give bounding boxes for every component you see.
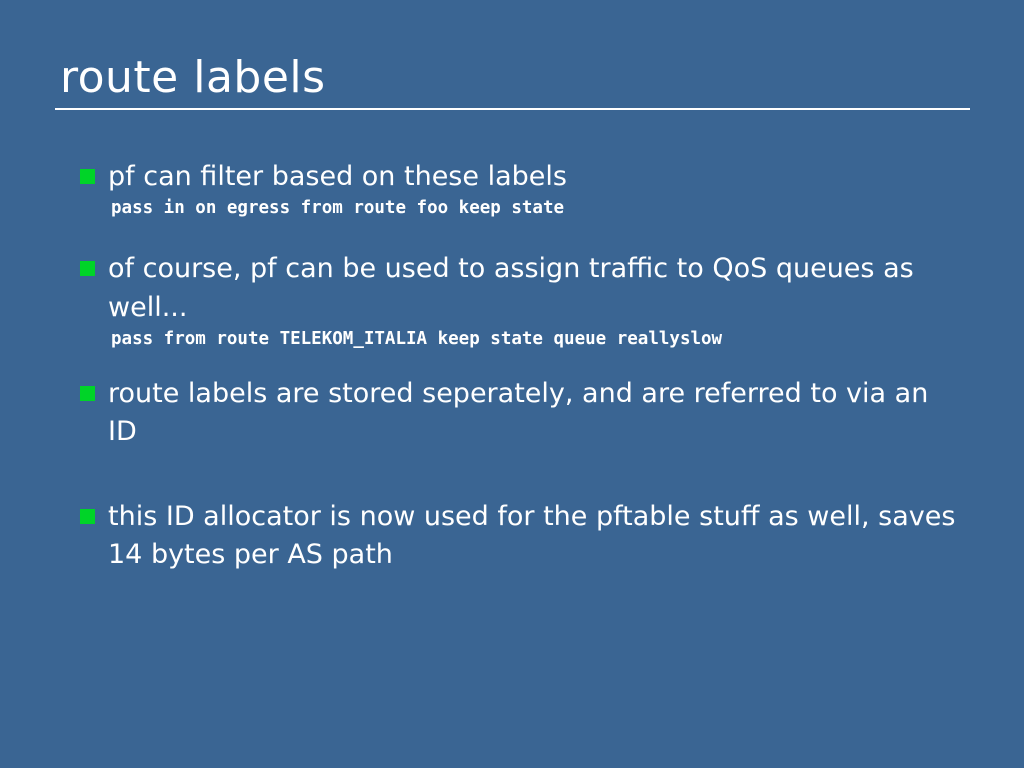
bullet-text: route labels are stored seperately, and are referred to via an ID — [108, 377, 929, 448]
page-title: route labels — [60, 52, 326, 103]
square-bullet-icon — [80, 169, 95, 184]
square-bullet-icon — [80, 261, 95, 276]
bullet-text: this ID allocator is now used for the pftable stuff as well, saves 14 bytes per AS path — [108, 500, 956, 570]
bullet-row — [78, 498, 958, 575]
bullet-row — [78, 250, 958, 327]
bullet-row — [78, 375, 958, 452]
square-bullet-icon — [80, 386, 95, 401]
slide-body — [78, 158, 958, 574]
bullet-item — [78, 250, 958, 349]
code-snippet: pass in on egress from route foo keep state — [111, 198, 565, 219]
bullet-item — [78, 498, 958, 575]
bullet-item — [78, 375, 958, 452]
bullet-text: of course, pf can be used to assign traffic to QoS queues as well... — [108, 253, 914, 323]
bullet-row — [78, 158, 958, 196]
title-underline — [55, 108, 970, 110]
code-snippet: pass from route TELEKOM_ITALIA keep state queue reallyslow — [111, 328, 723, 349]
bullet-text: pf can filter based on these labels — [108, 161, 567, 192]
square-bullet-icon — [80, 509, 95, 524]
bullet-item — [78, 158, 958, 218]
